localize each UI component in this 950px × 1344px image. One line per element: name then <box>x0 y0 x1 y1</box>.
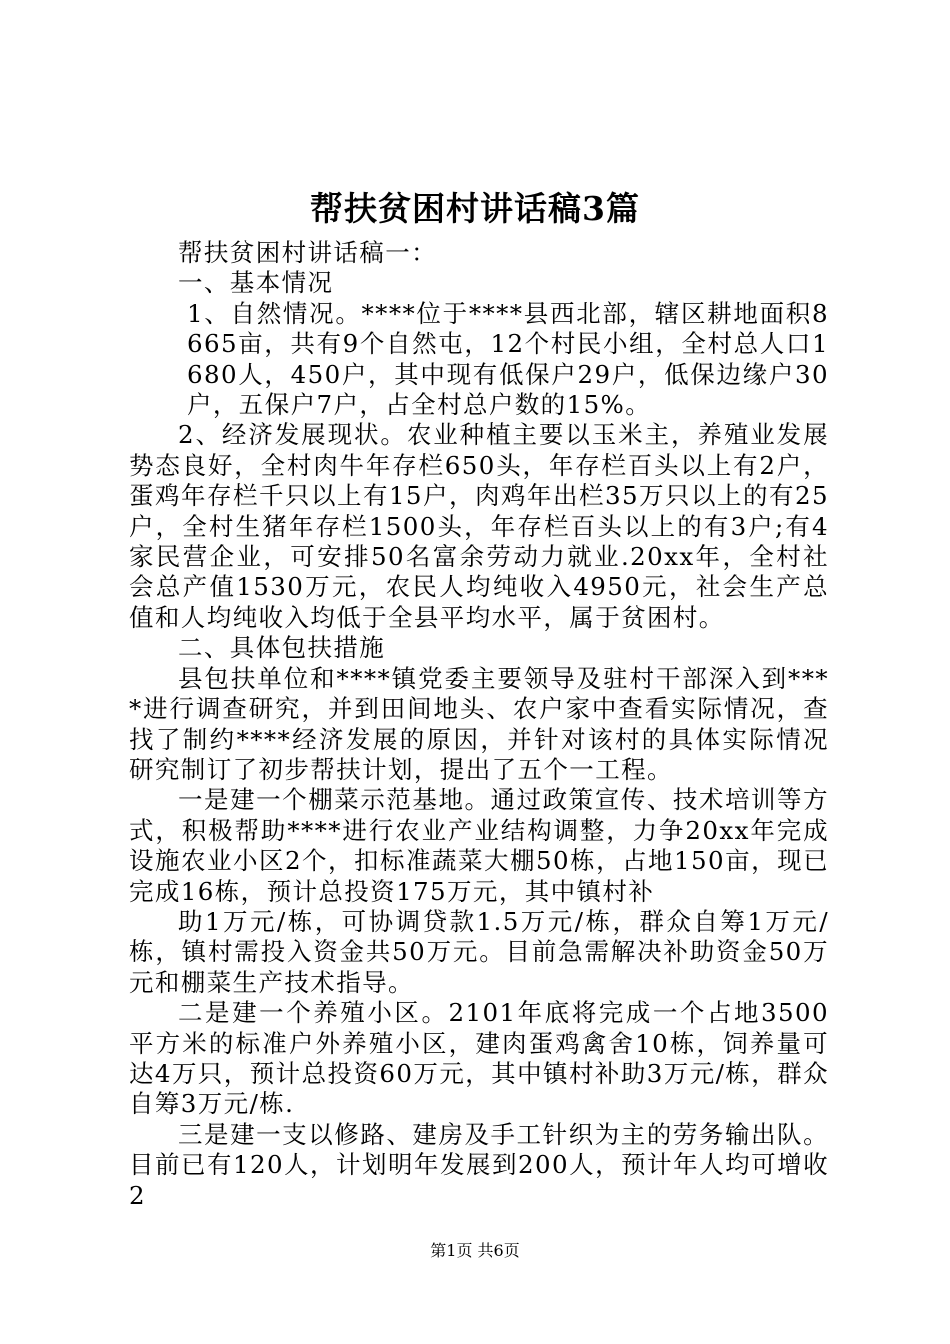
document-title: 帮扶贫困村讲话稿3篇 <box>310 189 640 228</box>
paragraph-natural-conditions: 1、自然情况。****位于****县西北部，辖区耕地面积8665亩，共有9个自然屯，12个村民小组，全村总人口1680人，450户，其中现有低保户29户，低保边缘户30户，五保户7户，占全村总户数的15%。 <box>187 298 829 420</box>
paragraph-subtitle: 帮扶贫困村讲话稿一： <box>178 238 437 267</box>
paragraph-economic-status: 2、经济发展现状。农业种植主要以玉米主，养殖业发展势态良好，全村肉牛年存栏650头，年存栏百头以上有2户，蛋鸡年存栏千只以上有15户，肉鸡年出栏35万只以上的有25户，全村生猪年存栏1500头，年存栏百头以上的有3户;有4家民营企业，可安排50名富余劳动力就业.20xx年，全村社会总产值1530万元，农民人均纯收入4950元，社会生产总值和人均纯收入均低于全县平均水平，属于贫困村。 <box>129 420 829 632</box>
paragraph-labor-team: 三是建一支以修路、建房及手工针织为主的劳务输出队。目前已有120人，计划明年发展到200人，预计年人均可增收2 <box>129 1119 829 1210</box>
paragraph-subsidy: 助1万元/栋，可协调贷款1.5万元/栋，群众自筹1万元/栋，镇村需投入资金共50万元。目前急需解决补助资金50万元和棚菜生产技术指导。 <box>129 906 829 997</box>
paragraph-investigation: 县包扶单位和****镇党委主要领导及驻村干部深入到****进行调查研究，并到田间地头、农户家中查看实际情况，查找了制约****经济发展的原因，并针对该村的具体实际情况研究制订了初步帮扶计划，提出了五个一工程。 <box>129 663 829 784</box>
document-body <box>129 238 829 1211</box>
paragraph-vegetable-base: 一是建一个棚菜示范基地。通过政策宣传、技术培训等方式，积极帮助****进行农业产业结构调整，力争20xx年完成设施农业小区2个，扣标准蔬菜大棚50栋，占地150亩，现已完成16栋，预计总投资175万元，其中镇村补 <box>129 785 829 906</box>
section-heading-measures: 二、具体包扶措施 <box>178 633 386 663</box>
page-number-footer: 第1页 共6页 <box>430 1241 520 1260</box>
section-heading-basic-info: 一、基本情况 <box>178 268 334 298</box>
paragraph-breeding-area: 二是建一个养殖小区。2101年底将完成一个占地3500平方米的标准户外养殖小区，建肉蛋鸡禽舍10栋，饲养量可达4万只，预计总投资60万元，其中镇村补助3万元/栋，群众自筹3万元/栋. <box>129 998 829 1119</box>
